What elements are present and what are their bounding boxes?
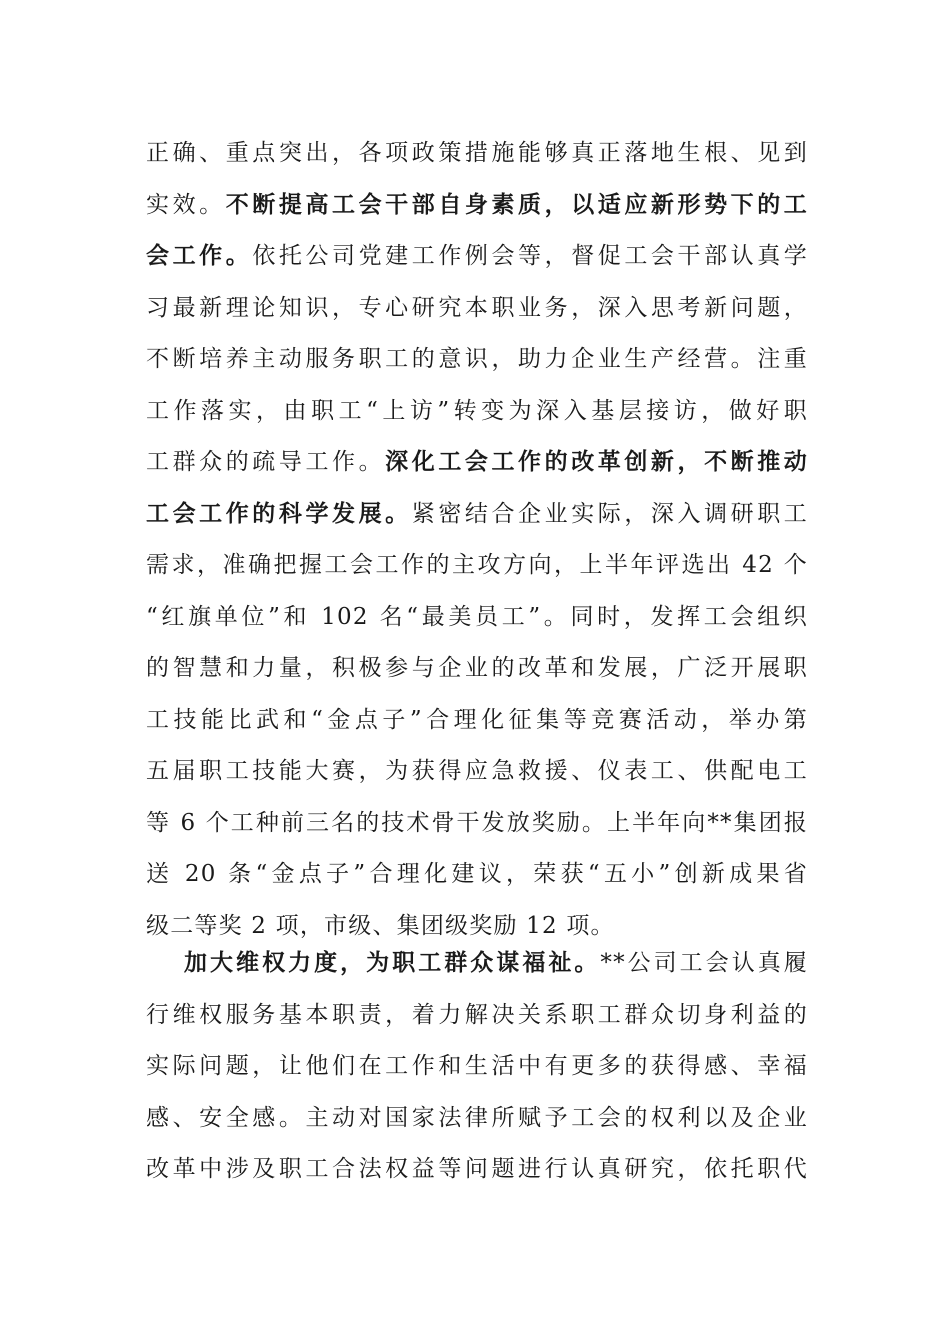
text-run: 工作落实，由职工“上访”转变为深入基层接访，做好职 xyxy=(146,397,808,424)
text-run: 习最新理论知识，专心研究本职业务，深入思考新问题， xyxy=(146,294,808,321)
text-line xyxy=(146,849,808,901)
text-run: 五届职工技能大赛，为获得应急救援、仪表工、供配电工 xyxy=(146,758,808,784)
text-line xyxy=(146,283,808,335)
text-line xyxy=(146,695,808,747)
text-line xyxy=(146,938,808,990)
text-run: “红旗单位”和 102 名“最美员工”。同时，发挥工会组织 xyxy=(146,603,808,630)
text-line xyxy=(146,386,808,438)
text-line xyxy=(146,1144,808,1196)
text-run: 感、安全感。主动对国家法律所赋予工会的权利以及企业 xyxy=(146,1104,808,1131)
text-run: 行维权服务基本职责，着力解决关系职工群众切身利益的 xyxy=(146,1001,808,1028)
text-run: 级二等奖 2 项，市级、集团级奖励 12 项。 xyxy=(146,912,615,939)
text-run: 工技能比武和“金点子”合理化征集等竞赛活动，举办第 xyxy=(146,706,808,733)
text-line xyxy=(146,1041,808,1093)
text-line xyxy=(146,180,808,232)
text-run: 的智慧和力量，积极参与企业的改革和发展，广泛开展职 xyxy=(146,655,808,681)
text-line xyxy=(146,334,808,386)
text-run: 送 20 条“金点子”合理化建议，荣获“五小”创新成果省 xyxy=(146,861,808,887)
text-run: 正确、重点突出，各项政策措施能够真正落地生根、见到 xyxy=(146,140,808,166)
text-line xyxy=(146,540,808,592)
text-run: 等 6 个工种前三名的技术骨干发放奖励。上半年向**集团报 xyxy=(146,809,808,836)
text-line xyxy=(146,643,808,695)
text-line xyxy=(146,990,808,1042)
text-run: **公司工会认真履 xyxy=(600,950,808,976)
bold-heading-run: 不断提高工会干部自身素质，以适应新形势下的工 xyxy=(225,191,808,218)
text-line xyxy=(146,746,808,798)
bold-heading-run: 加大维权力度，为职工群众谋福祉。 xyxy=(184,950,601,976)
text-run: 改革中涉及职工合法权益等问题进行认真研究，依托职代 xyxy=(146,1156,808,1182)
text-line xyxy=(146,592,808,644)
paragraph-rights-protection xyxy=(146,938,808,1196)
text-line xyxy=(146,489,808,541)
text-line xyxy=(146,1093,808,1145)
text-run: 依托公司党建工作例会等，督促工会干部认真学 xyxy=(252,243,808,269)
text-run: 紧密结合企业实际，深入调研职工 xyxy=(411,500,808,527)
bold-heading-run: 深化工会工作的改革创新，不断推动 xyxy=(385,449,808,475)
text-run: 需求，准确把握工会工作的主攻方向，上半年评选出 42 个 xyxy=(146,552,808,578)
text-run: 实效。 xyxy=(146,191,226,218)
bold-heading-run: 工会工作的科学发展。 xyxy=(146,500,412,527)
text-line xyxy=(146,128,808,180)
text-run: 实际问题，让他们在工作和生活中有更多的获得感、幸福 xyxy=(146,1053,808,1079)
bold-heading-run: 会工作。 xyxy=(146,243,253,269)
text-run: 不断培养主动服务职工的意识，助力企业生产经营。注重 xyxy=(146,346,808,372)
paragraph-work-progress xyxy=(146,128,808,952)
text-line xyxy=(146,231,808,283)
text-line xyxy=(146,798,808,850)
text-line xyxy=(146,437,808,489)
text-run: 工群众的疏导工作。 xyxy=(146,449,386,475)
